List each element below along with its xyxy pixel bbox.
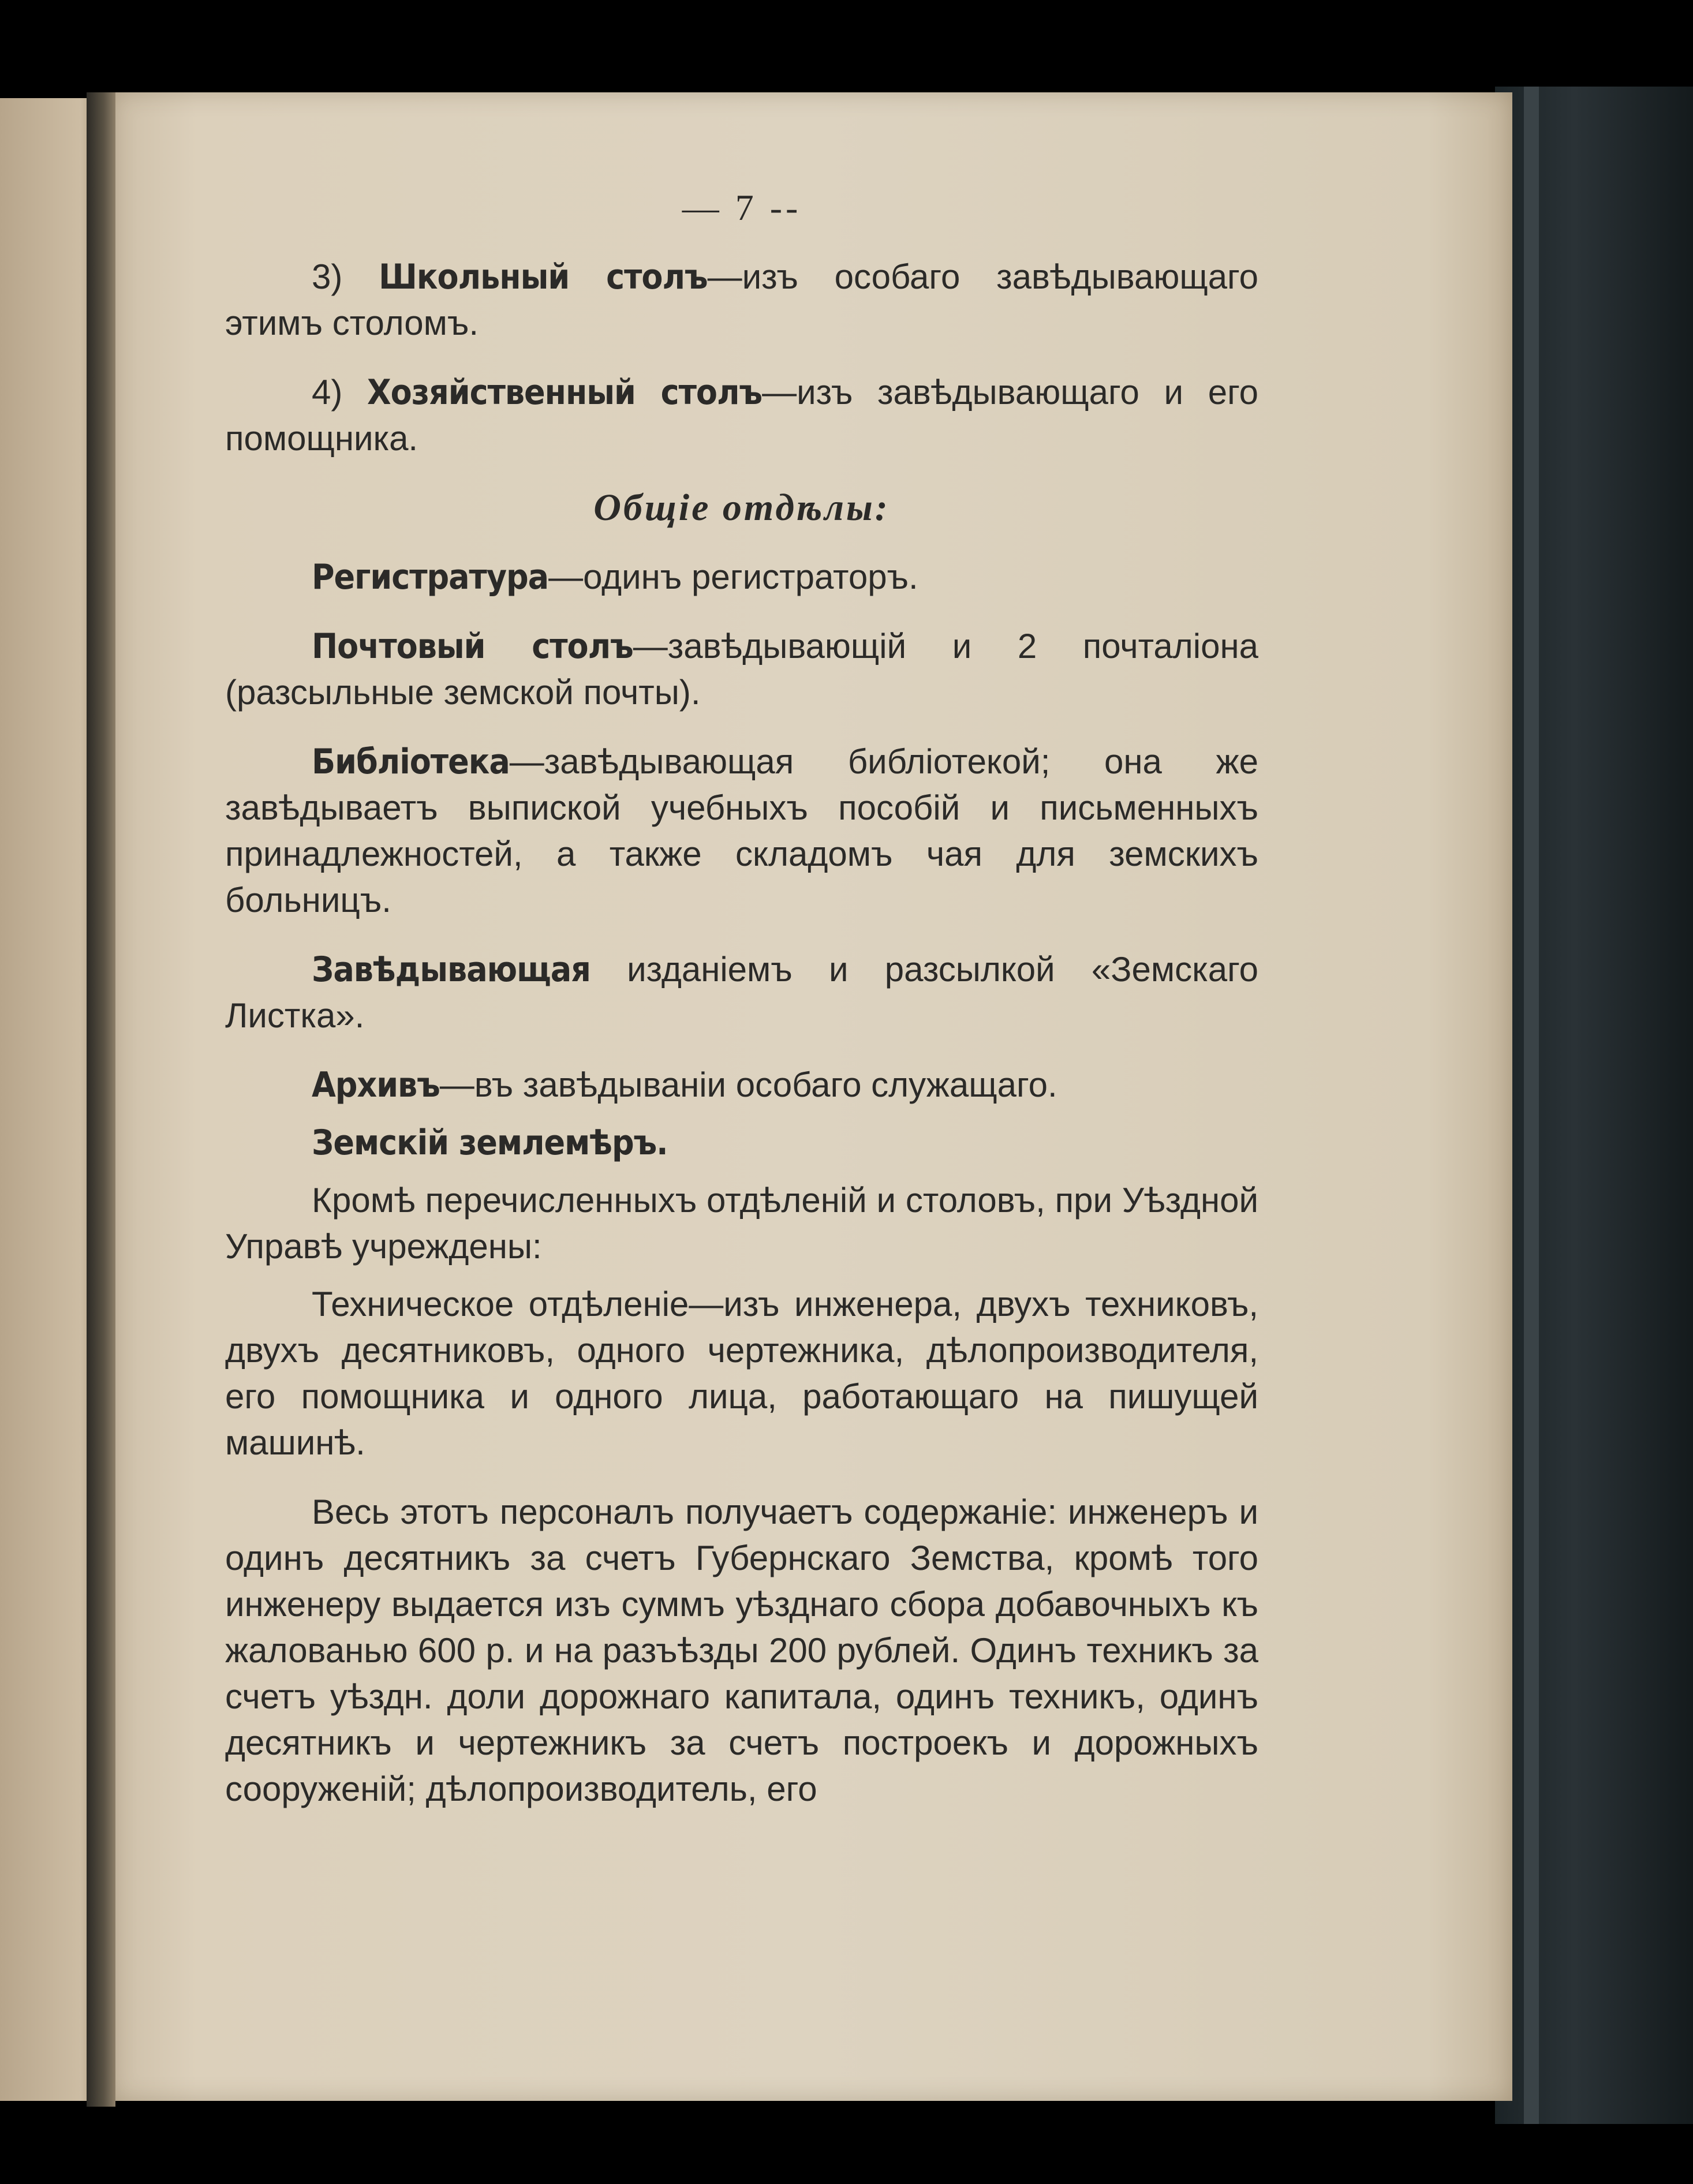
paragraph-text: Кромѣ перечисленныхъ отдѣленій и столовъ, при Уѣздной Управѣ учреждены:	[225, 1181, 1258, 1266]
term-library: Библіотека	[312, 742, 510, 782]
paragraph-registry	[225, 554, 1258, 600]
paragraph-text: Весь этотъ персоналъ получаетъ содержаніе: инженеръ и одинъ десятникъ за счетъ Губернскаго Земства, кромѣ того инженеру выдается изъ суммъ уѣзднаго сбора добавочныхъ къ жалованью 600 р. и на разъѣзды 200 рублей. Одинъ техникъ за счетъ уѣздн. доли дорожнаго капитала, одинъ техникъ, одинъ десятникъ и чертежникъ за счетъ построекъ и дорожныхъ сооруженій; дѣлопроизводитель, его	[225, 1493, 1258, 1808]
paragraph-text: —завѣдывающій и 2 почталіона (разсыльные земской почты).	[225, 627, 1258, 712]
paragraph-publishing	[225, 947, 1258, 1039]
paragraph-economic-desk	[225, 369, 1258, 462]
paragraph-departments	[225, 1177, 1258, 1270]
paragraph-archive	[225, 1062, 1258, 1108]
section-heading: Общіе отдѣлы:	[593, 487, 890, 529]
book-gutter	[87, 92, 115, 2107]
paragraph-school-desk	[225, 254, 1258, 346]
cover-board-edge	[1524, 87, 1539, 2124]
paragraph-text: —одинъ регистраторъ.	[548, 558, 918, 596]
paragraph-surveyor	[225, 1120, 1258, 1166]
term-school-desk: Школьный столъ	[379, 257, 708, 297]
paragraph-personnel	[225, 1489, 1258, 1812]
term-postal-desk: Почтовый столъ	[312, 626, 633, 667]
term-manager: Завѣдывающая	[312, 949, 591, 990]
paragraph-text: —завѣдывающая библіотекой; она же завѣдываетъ выпиской учебныхъ пособій и письменныхъ принадлежностей, а также складомъ чая для земскихъ больницъ.	[225, 742, 1258, 919]
left-page-edge	[0, 98, 101, 2101]
page-text	[225, 185, 1258, 1835]
paragraph-text: —въ завѣдываніи особаго служащаго.	[439, 1065, 1057, 1104]
term-archive: Архивъ	[312, 1065, 440, 1105]
paragraph-postal-desk	[225, 623, 1258, 716]
paragraph-library	[225, 739, 1258, 923]
page-number: — 7 --	[682, 187, 802, 228]
term-surveyor: Земскій землемѣръ.	[312, 1123, 668, 1163]
item-number: 4)	[312, 373, 343, 412]
paragraph-technical-department	[225, 1281, 1258, 1466]
term-registry: Регистратура	[312, 557, 549, 597]
paragraph-text: изданіемъ и разсылкой «Земскаго Листка».	[225, 950, 1258, 1035]
term-economic-desk: Хозяйственный столъ	[367, 372, 763, 413]
paragraph-text: —изъ завѣдывающаго и его помощника.	[225, 373, 1259, 458]
paragraph-text: —изъ особаго завѣдывающаго этимъ столомъ.	[225, 257, 1258, 342]
paragraph-text: Техническое отдѣленіе—изъ инженера, двухъ техниковъ, двухъ десятниковъ, одного чертежника, дѣлопроизводителя, его помощника и одного лица, работающаго на пишущей машинѣ.	[225, 1285, 1258, 1462]
item-number: 3)	[312, 257, 343, 296]
